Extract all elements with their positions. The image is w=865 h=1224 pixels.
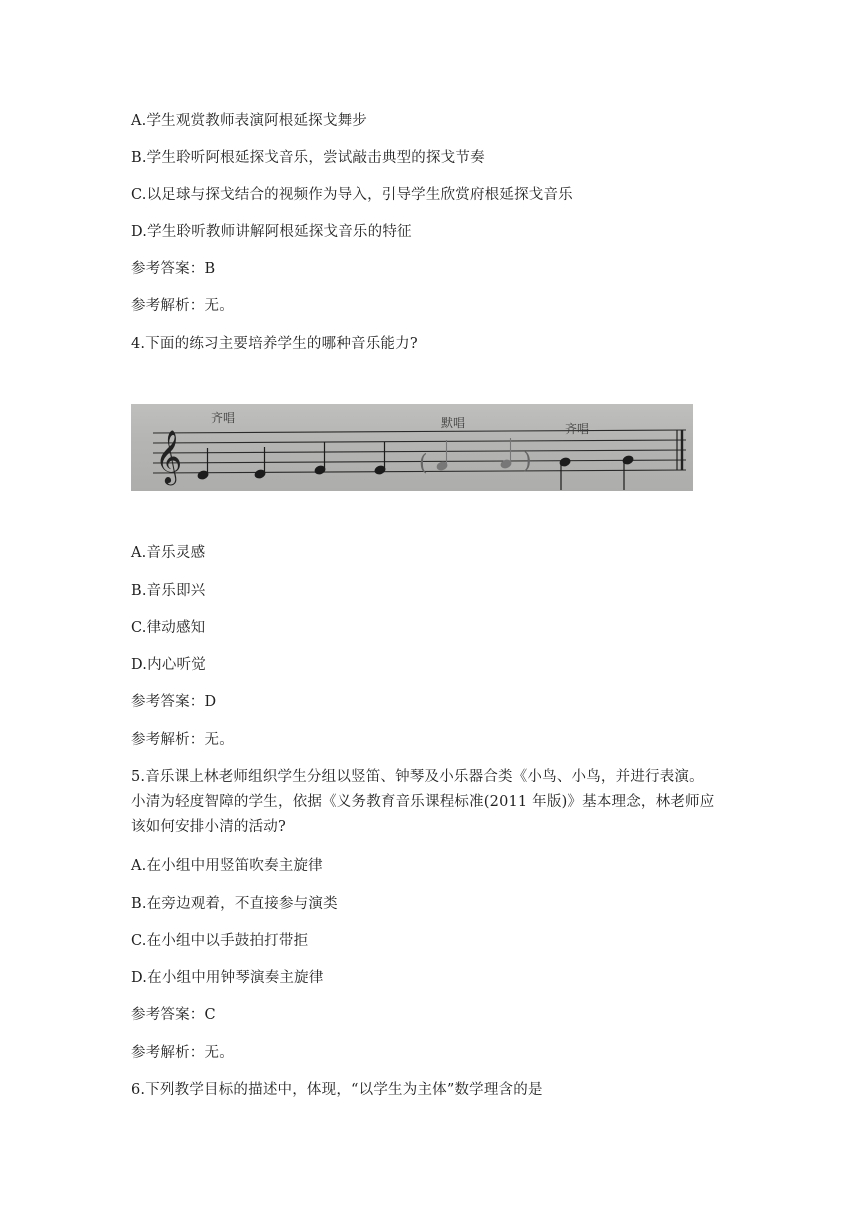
q4-question: 4.下面的练习主要培养学生的哪种音乐能力? (131, 336, 418, 352)
q6-question: 6.下列教学目标的描述中，体现，“以学生为主体”数学理含的是 (131, 1082, 543, 1098)
q5-option-b: B.在旁边观着，不直接参与演类 (131, 896, 338, 912)
q5-answer: 参考答案：C (131, 1007, 216, 1023)
q4-analysis: 参考解析：无。 (131, 732, 234, 748)
silent-notes (419, 438, 532, 476)
q5-option-d: D.在小组中用钟琴演奏主旋律 (131, 970, 324, 986)
label-unison-right: 齐唱 (565, 422, 590, 436)
q5-question-line-3: 该如何安排小清的活动? (131, 819, 286, 835)
q5-question-line-2: 小清为轻度智障的学生，依据《义务教育音乐课程标准(2011 年版)》基本理念，林老师应 (131, 794, 715, 810)
q5-option-c: C.在小组中以手鼓拍打带拒 (131, 933, 309, 949)
q5-question-line-1: 5.音乐课上林老师组织学生分组以竖笛、钟琴及小乐器合类《小鸟、小鸟，并进行表演。 (131, 769, 704, 785)
q3-answer: 参考答案：B (131, 261, 216, 277)
q3-option-d: D.学生聆听教师讲解阿根延探戈音乐的特征 (131, 224, 412, 240)
q4-option-d: D.内心听觉 (131, 657, 206, 673)
svg-text:(: ( (419, 451, 428, 476)
q4-answer: 参考答案：D (131, 694, 217, 710)
treble-clef-icon: 𝄞 (155, 429, 183, 483)
q5-option-a: A.在小组中用竖笛吹奏主旋律 (131, 858, 323, 874)
q3-option-a: A.学生观赏教师表演阿根延探戈舞步 (131, 113, 367, 129)
music-staff-figure (131, 404, 693, 491)
q4-option-b: B.音乐即兴 (131, 583, 206, 599)
q4-option-c: C.律动感知 (131, 620, 206, 636)
music-staff-svg (131, 404, 693, 491)
q5-analysis: 参考解析：无。 (131, 1045, 234, 1061)
label-silent: 默唱 (441, 416, 466, 430)
q3-option-c: C.以足球与探戈结合的视频作为导入，引导学生欣赏府根延探戈音乐 (131, 187, 573, 203)
svg-text:): ) (523, 449, 532, 474)
notes (197, 442, 386, 480)
label-unison-left: 齐唱 (211, 411, 236, 425)
q3-analysis: 参考解析：无。 (131, 298, 234, 314)
q4-option-a: A.音乐灵感 (131, 545, 206, 561)
q3-option-b: B.学生聆听阿根延探戈音乐，尝试敲击典型的探戈节奏 (131, 150, 485, 166)
